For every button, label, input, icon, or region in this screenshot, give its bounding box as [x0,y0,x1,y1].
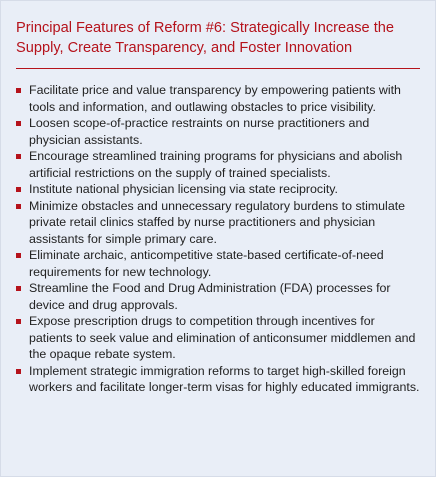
box-title [16,18,420,58]
list-item [16,181,420,198]
list-item-text: Loosen scope-of-practice restraints on nurse practitioners and physician assistants. [29,116,370,147]
list-item [16,115,420,148]
list-item-text: Minimize obstacles and unnecessary regulatory burdens to stimulate private retail clinics staffed by nurse practitioners and physician assistants for simple primary care. [29,198,406,246]
list-item-text: Expose prescription drugs to competition through incentives for patients to seek value and elimination of anticonsumer middlemen and the opaque rebate system. [29,314,416,361]
list-item-text: Eliminate archaic, anticompetitive state-based certificate-of-need requirements for new technology. [29,248,384,279]
square-bullet-icon [16,88,21,93]
title-divider [16,68,420,69]
square-bullet-icon [16,369,21,374]
square-bullet-icon [16,253,21,258]
list-item [16,280,420,313]
list-item [16,82,420,115]
square-bullet-icon [16,121,21,126]
list-item-text: Implement strategic immigration reforms to target high-skilled foreign workers and facilitate longer-term visas for highly educated immigrants. [29,363,420,394]
list-item-text: Encourage streamlined training programs for physicians and abolish artificial restrictions on the supply of trained specialists. [29,149,403,180]
list-item [16,313,420,363]
list-item [16,198,420,248]
list-item [16,247,420,280]
list-item [16,363,420,396]
square-bullet-icon [16,187,21,192]
feature-list [16,82,420,396]
square-bullet-icon [16,319,21,324]
box-title-line-1: Principal Features of Reform #6: Strategically Increase the [16,20,394,36]
list-item-text: Facilitate price and value transparency by empowering patients with tools and information, and outlawing obstacles to price visibility. [29,83,401,114]
list-item [16,148,420,181]
list-item-text: Streamline the Food and Drug Administration (FDA) processes for device and drug approvals. [29,281,391,312]
list-item-text: Institute national physician licensing via state reciprocity. [29,182,339,196]
square-bullet-icon [16,154,21,159]
box-title-line-2: Supply, Create Transparency, and Foster Innovation [16,40,353,56]
square-bullet-icon [16,204,21,209]
square-bullet-icon [16,286,21,291]
